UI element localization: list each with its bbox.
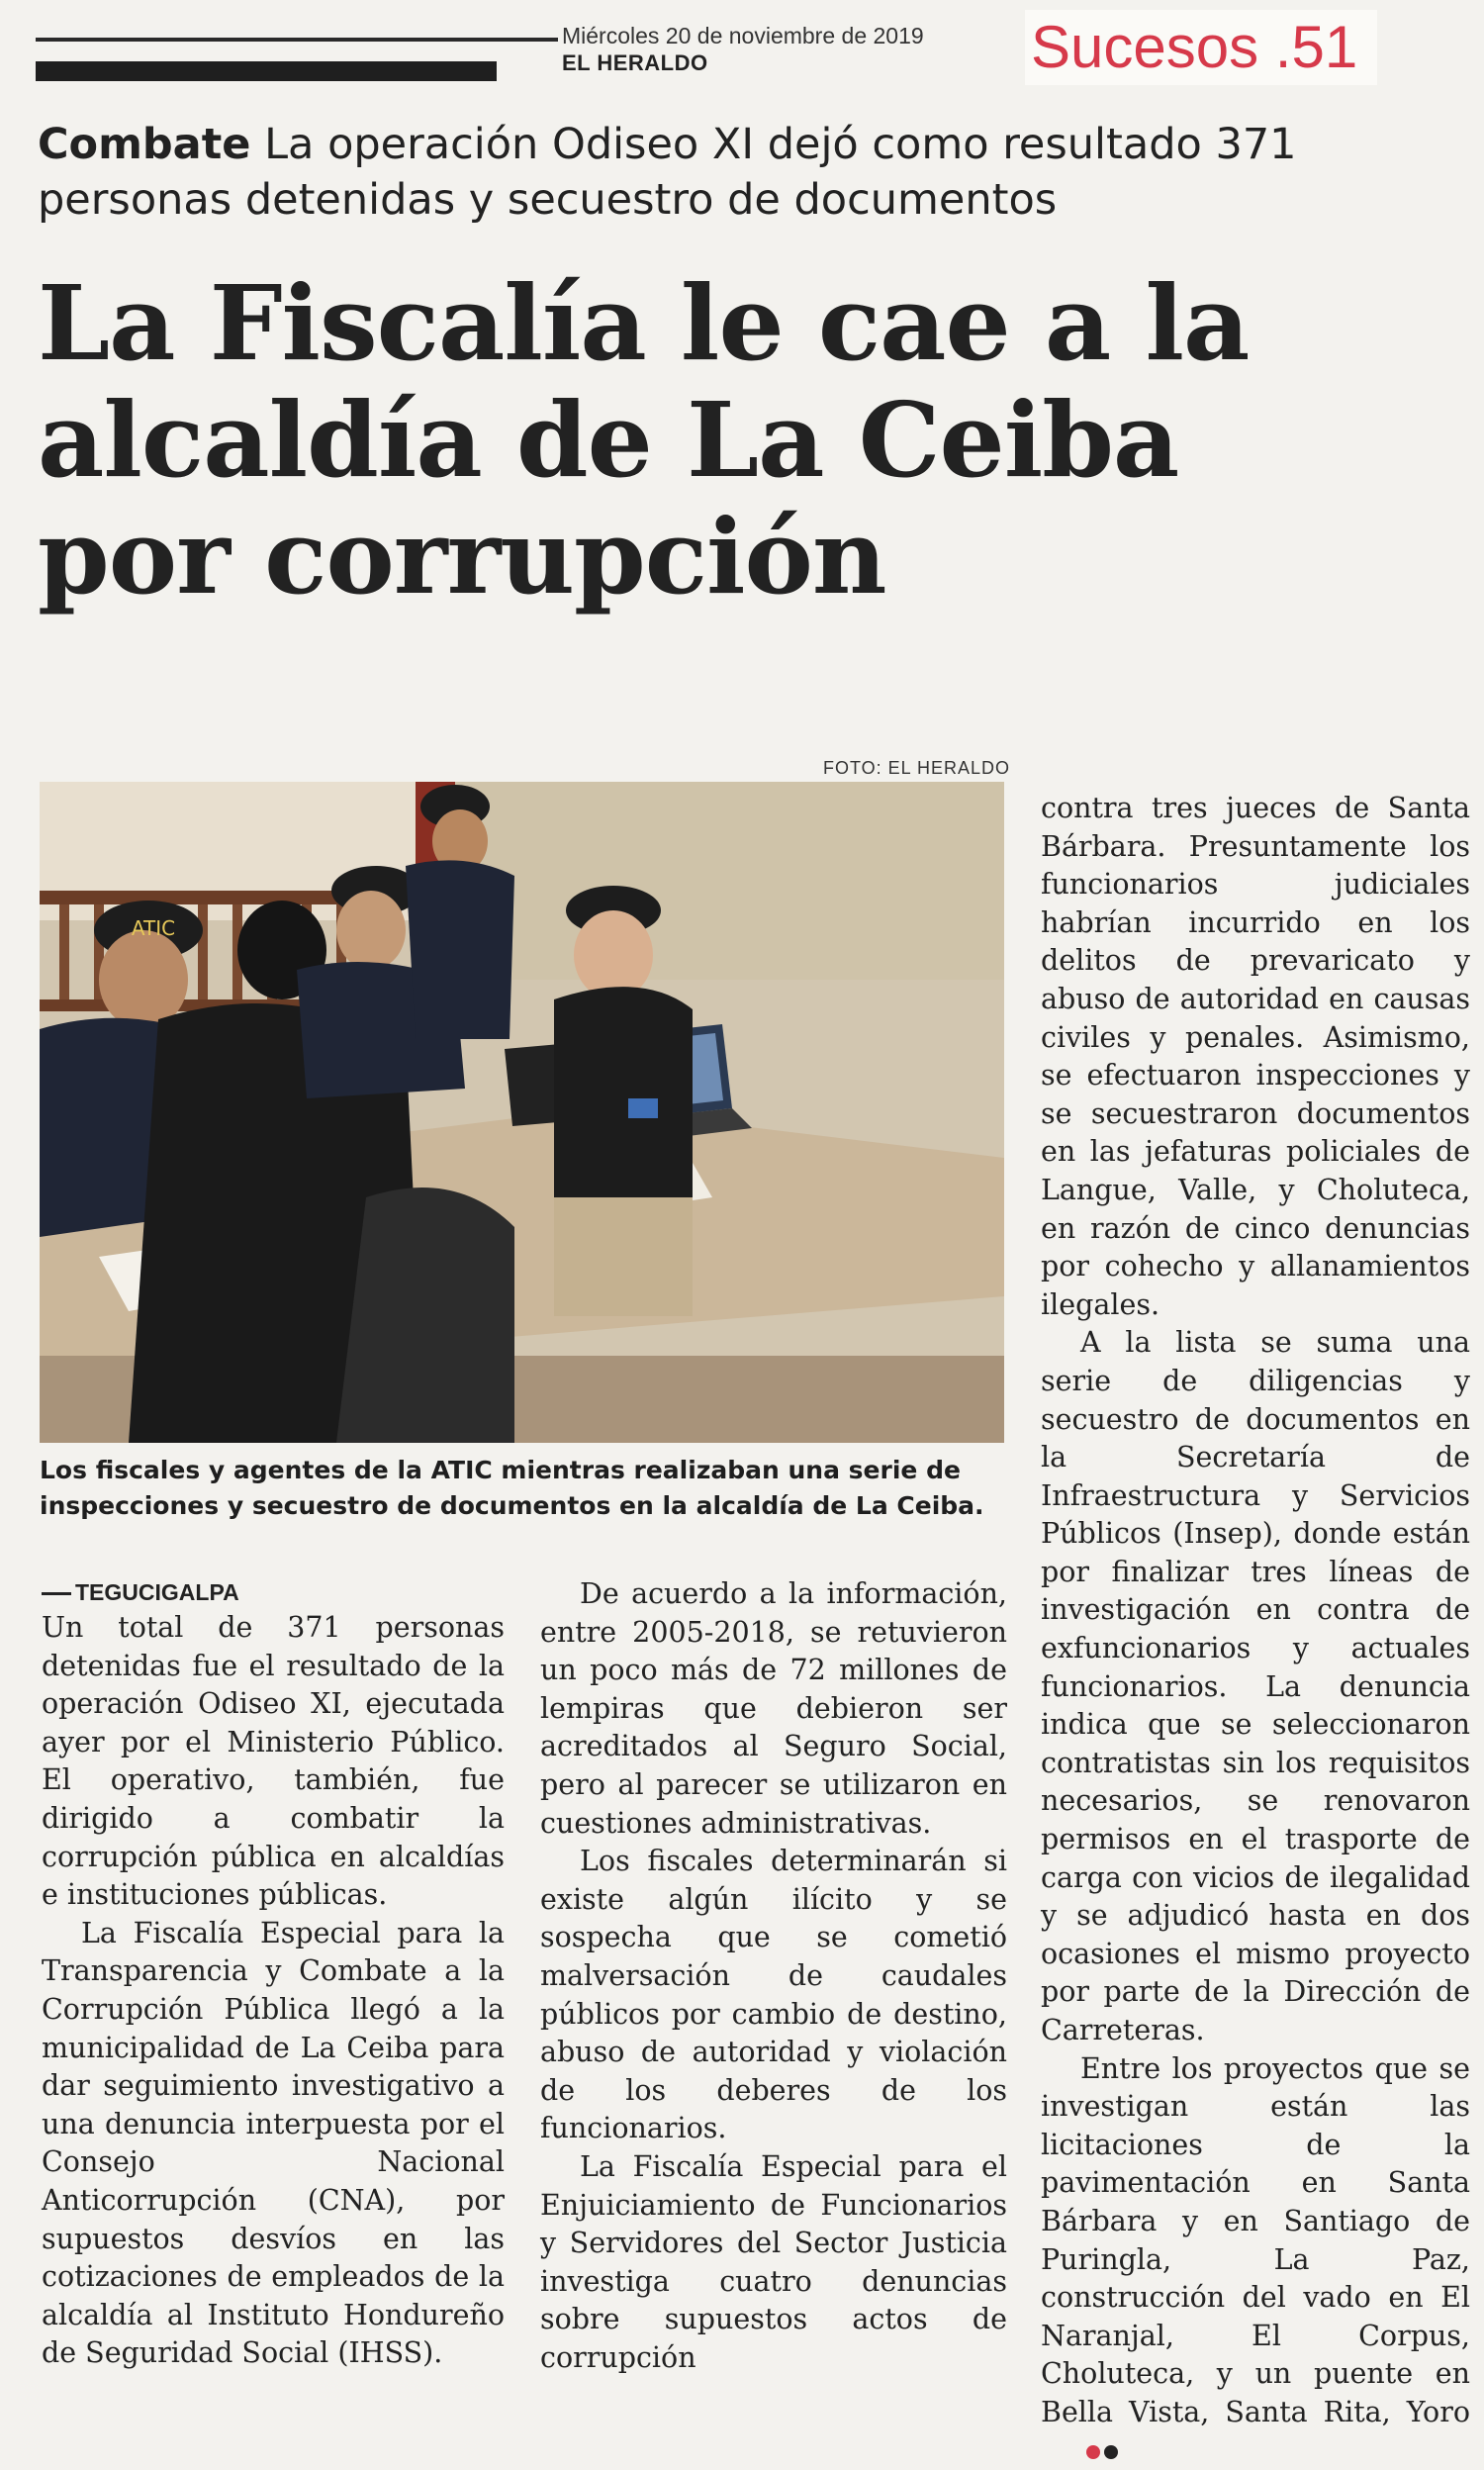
section-page-label: Sucesos .51 [1025, 10, 1377, 85]
article-paragraph: Un total de 371 personas detenidas fue el resultado de la operación Odiseo XI, ejecutada ayer por el Ministerio Público. El operativo, también, fue dirigido a combatir la corrupción pública en alcaldías e instituciones públicas. [42, 1611, 505, 1912]
kicker-label: Combate [38, 120, 251, 169]
photo-credit: FOTO: EL HERALDO [823, 758, 1011, 778]
end-dot-dark [1104, 2445, 1118, 2459]
news-photo [40, 782, 1004, 1443]
kicker [38, 117, 1442, 228]
article-paragraph: La Fiscalía Especial para el Enjuiciamiento de Funcionarios y Servidores del Sector Justicia investiga cuatro denuncias sobre supuestos actos de corrupción [540, 2149, 1007, 2374]
headline-line: La Fiscalía le cae a la [38, 262, 1250, 384]
article-paragraph [1041, 2050, 1470, 2470]
article-paragraph: A la lista se suma una serie de diligencias y secuestro de documentos en la Secretaría de Infraestructura y Servicios Públicos (Insep), donde están por finalizar tres líneas de investigación en contra de exfuncionarios y actuales funcionarios. La denuncia indica que se seleccionaron contratistas sin los requisitos necesarios, se renovaron permisos en el trasporte de carga con vicios de ilegalidad y se adjudicó hasta en dos ocasiones el mismo proyecto por parte de la Dirección de Carreteras. [1041, 1326, 1470, 2046]
photo-illustration [40, 782, 1004, 1443]
dateline-text: TEGUCIGALPA [75, 1579, 239, 1605]
article-column-2 [540, 1575, 1007, 2377]
photo-caption: Los fiscales y agentes de la ATIC mientras realizaban una serie de inspecciones y secuestro de documentos en la alcaldía de La Ceiba. [40, 1456, 984, 1520]
dateline [42, 1575, 505, 1609]
cap-logo-text: ATIC [131, 916, 176, 940]
masthead-rule [36, 38, 558, 42]
headline-line: por corrupción [38, 496, 886, 618]
article-column-1 [42, 1575, 505, 2373]
end-of-article-icon [1047, 2432, 1122, 2470]
dateline-dash [42, 1592, 71, 1595]
article-paragraph-text: Entre los proyectos que se investigan están las licitaciones de la pavimentación en Santa Bárbara y en Santiago de Puringla, La Paz, construcción del vado en El Naranjal, El Corpus, Choluteca, y un puente en Bella Vista, Santa Rita, Yoro [1041, 2051, 1470, 2428]
end-dot-red [1086, 2445, 1100, 2459]
article-column-3 [1041, 790, 1470, 2470]
headline [38, 262, 1462, 618]
masthead-bar [36, 61, 497, 81]
headline-line: alcaldía de La Ceiba [38, 379, 1179, 501]
masthead-info [562, 22, 1017, 77]
newspaper-name: EL HERALDO [562, 50, 708, 75]
article-paragraph: contra tres jueces de Santa Bárbara. Presuntamente los funcionarios judiciales habrían incurrido en los delitos de prevaricato y abuso de autoridad en causas civiles y penales. Asimismo, se efectuaron inspecciones y se secuestraron documentos en las jefaturas policiales de Langue, Valle, y Choluteca, en razón de cinco denuncias por cohecho y allanamientos ilegales. [1041, 792, 1470, 1321]
issue-date: Miércoles 20 de noviembre de 2019 [562, 23, 924, 48]
article-paragraph: De acuerdo a la información, entre 2005-2018, se retuvieron un poco más de 72 millones de lempiras que debieron ser acreditados al Seguro Social, pero al parecer se utilizaron en cuestiones administrativas. [540, 1577, 1007, 1840]
kicker-text: La operación Odiseo XI dejó como resultado 371 personas detenidas y secuestro de documentos [38, 120, 1297, 225]
article-paragraph: La Fiscalía Especial para la Transparencia y Combate a la Corrupción Pública llegó a la municipalidad de La Ceiba para dar seguimiento investigativo a una denuncia interpuesta por el Consejo Nacional Anticorrupción (CNA), por supuestos desvíos en las cotizaciones de empleados de la alcaldía al Instituto Hondureño de Seguridad Social (IHSS). [42, 1916, 505, 2370]
article-paragraph: Los fiscales determinarán si existe algún ilícito y se sospecha que se cometió malversación de caudales públicos por cambio de destino, abuso de autoridad y violación de los deberes de los funcionarios. [540, 1845, 1007, 2145]
